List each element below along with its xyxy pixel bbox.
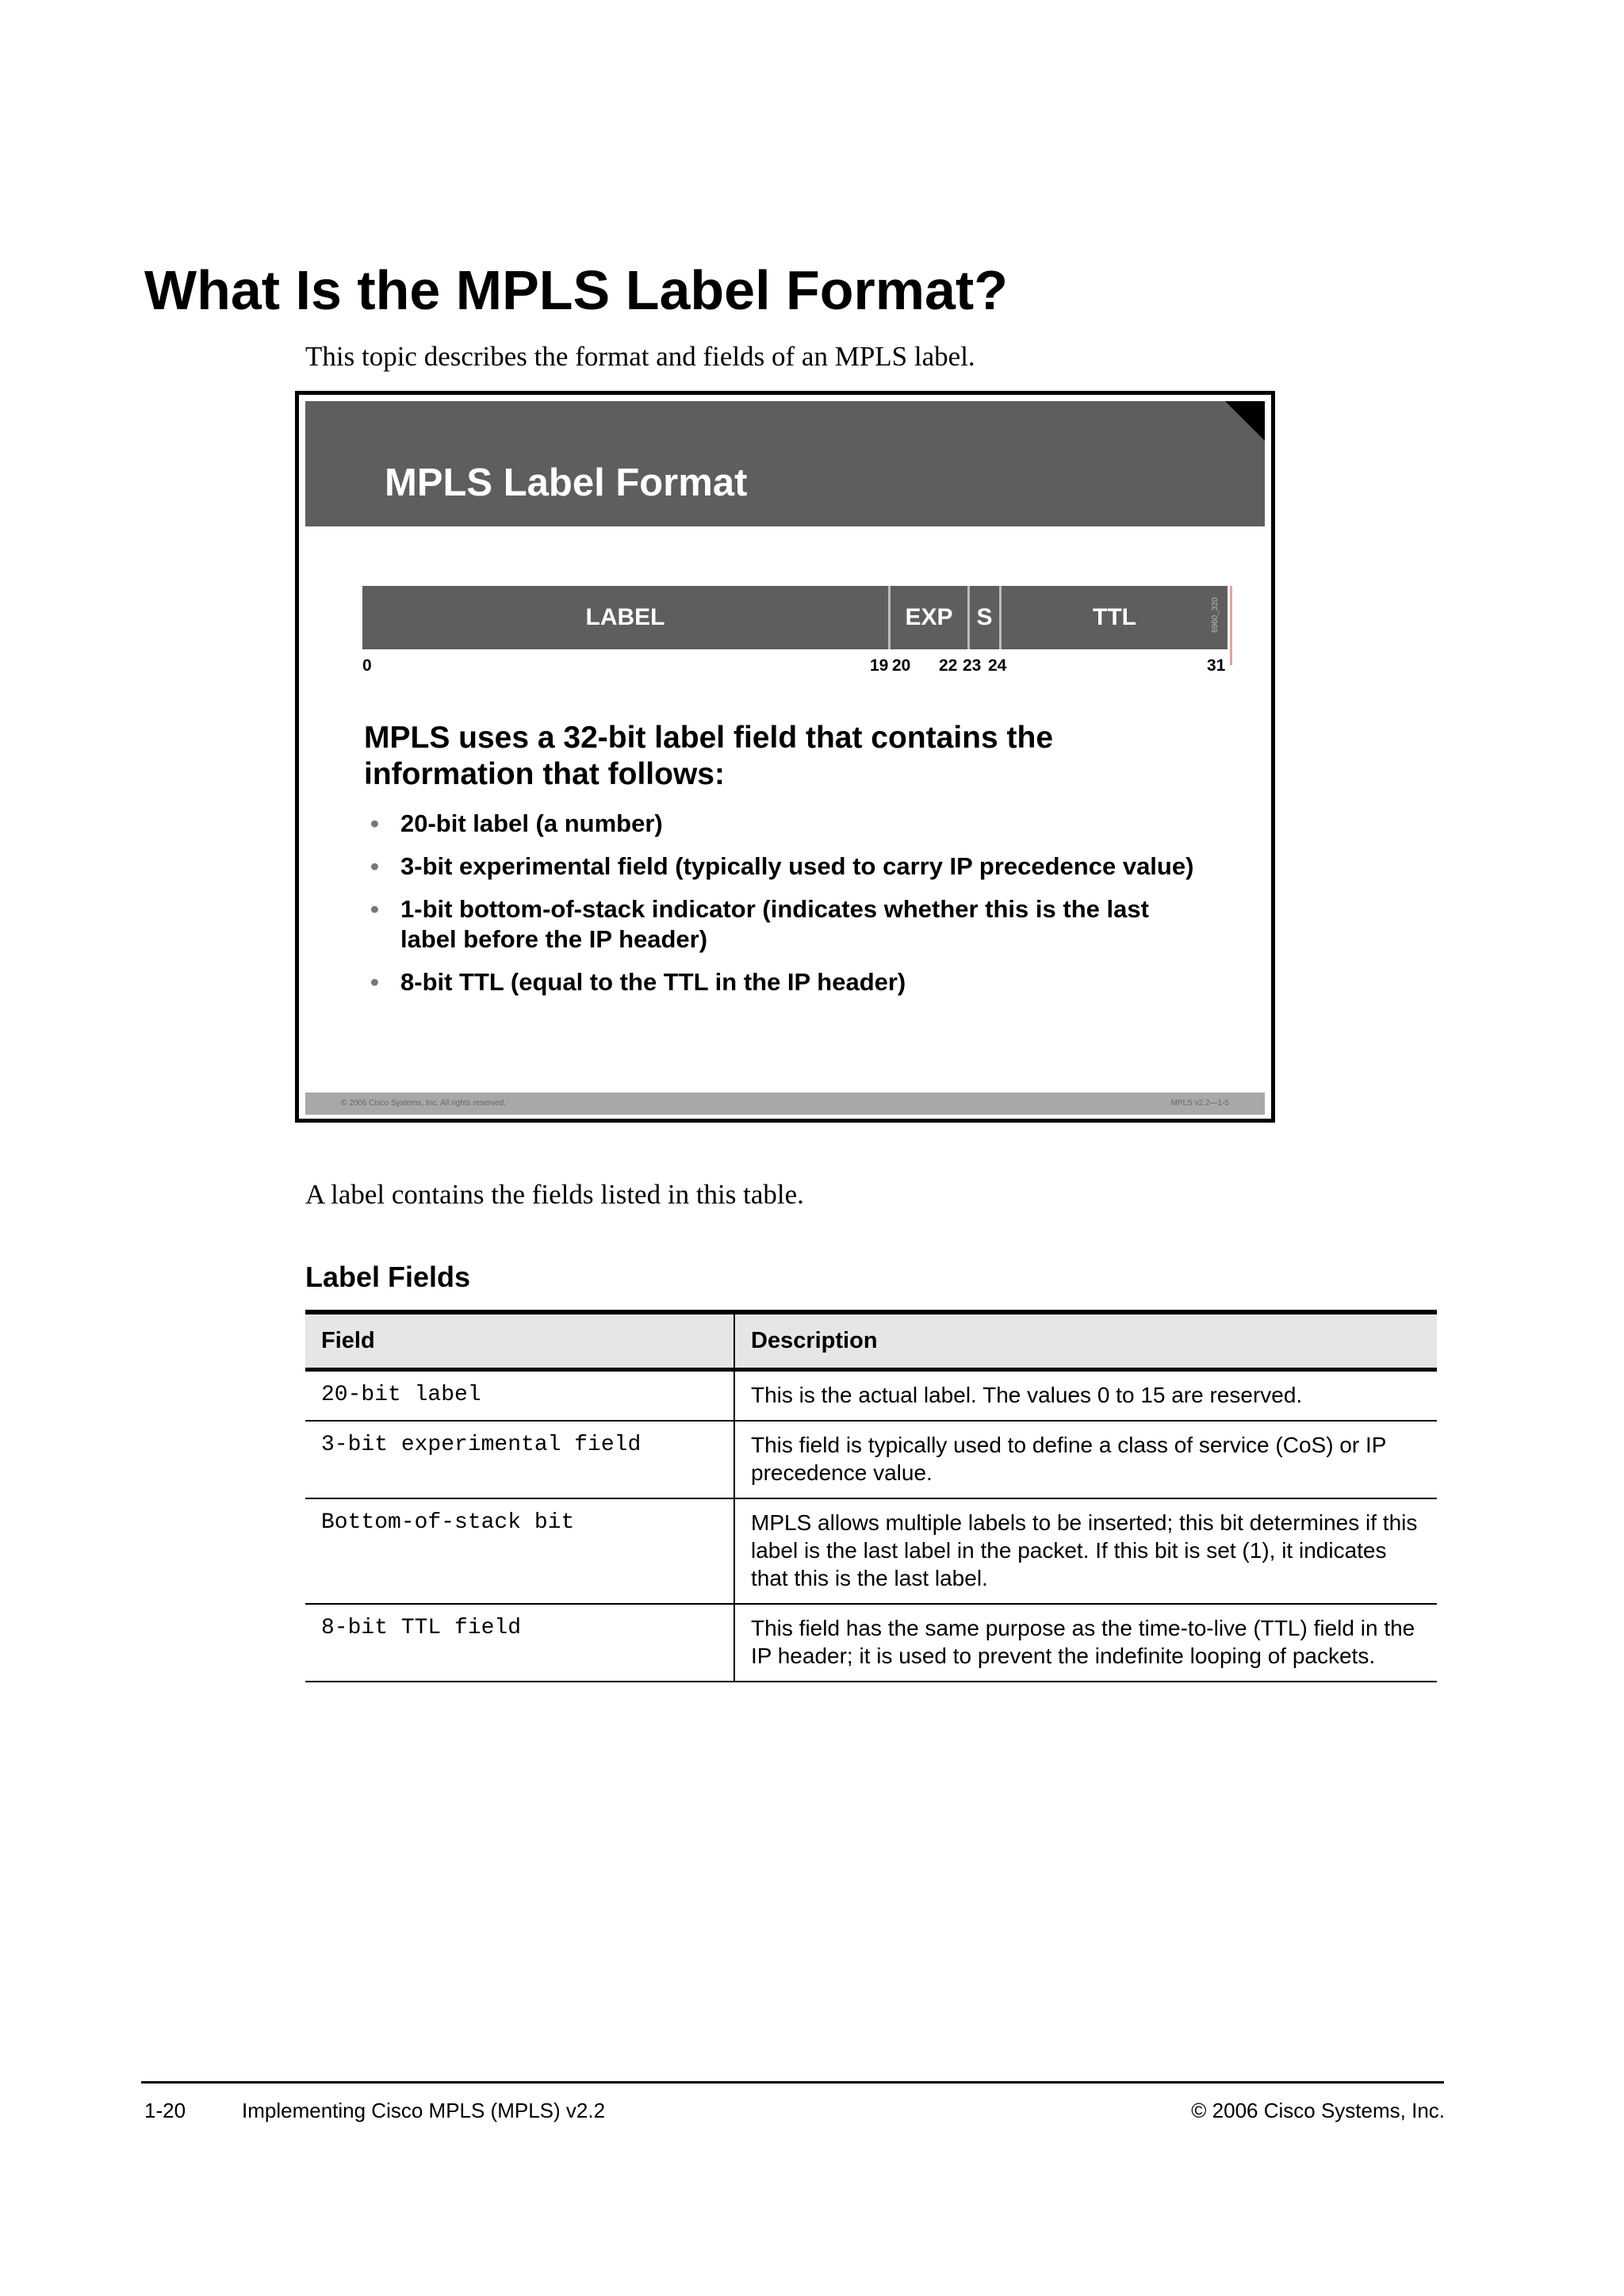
- bullet-dot-icon: •: [370, 852, 379, 880]
- bullet-dot-icon: •: [370, 968, 379, 996]
- table-row: [305, 1421, 1437, 1498]
- label-bitfield-diagram: [362, 586, 1228, 649]
- bit-number-31: 31: [1207, 656, 1226, 675]
- intro-text: This topic describes the format and fields of an MPLS label.: [305, 341, 975, 372]
- slide-copyright: © 2006 Cisco Systems, Inc. All rights reserved.: [341, 1099, 507, 1108]
- table-row: [305, 1369, 1437, 1421]
- field-description-cell: MPLS allows multiple labels to be inserted; this bit determines if this label is the last label in the packet. If this bit is set (1), it indicates that this is the last label.: [734, 1498, 1437, 1604]
- slide-bullet-item: [370, 809, 1203, 839]
- slide-bullet-item: [370, 851, 1203, 882]
- slide-bullet-text: 8-bit TTL (equal to the TTL in the IP header): [400, 968, 906, 996]
- slide-bullet-text: 1-bit bottom-of-stack indicator (indicates whether this is the last label before the IP header): [400, 895, 1149, 953]
- slide-title: MPLS Label Format: [385, 461, 748, 504]
- corner-triangle-icon: [1225, 401, 1265, 441]
- page-title: What Is the MPLS Label Format?: [144, 259, 1008, 321]
- bit-number-22: 22: [939, 656, 958, 675]
- slide-header: [305, 401, 1265, 526]
- field-name-cell: Bottom-of-stack bit: [305, 1498, 734, 1604]
- column-header-field: Field: [305, 1312, 734, 1369]
- bit-number-24: 24: [988, 656, 1007, 675]
- table-title: Label Fields: [305, 1261, 471, 1293]
- slide-edge-marker: [1230, 586, 1232, 665]
- bit-number-20: 20: [892, 656, 911, 675]
- bitfield-label-cell: LABEL: [585, 604, 665, 630]
- bit-number-19: 19: [870, 656, 889, 675]
- table-header-row: [305, 1312, 1437, 1369]
- bullet-dot-icon: •: [370, 809, 379, 837]
- bullet-dot-icon: •: [370, 895, 379, 923]
- slide-bullet-item: [370, 967, 1203, 997]
- footer-divider: [141, 2081, 1444, 2084]
- bit-number-0: 0: [362, 656, 372, 675]
- field-name-cell: 8-bit TTL field: [305, 1604, 734, 1682]
- slide-bullet-text: 3-bit experimental field (typically used to carry IP precedence value): [400, 852, 1194, 880]
- slide-bullet-item: [370, 894, 1203, 955]
- slide-footer: [305, 1093, 1265, 1115]
- column-header-description: Description: [734, 1312, 1437, 1369]
- slide-bullet-list: [370, 809, 1203, 1010]
- slide-side-tag: 6960_320: [1211, 597, 1220, 633]
- field-description-cell: This field has the same purpose as the time-to-live (TTL) field in the IP header; it is used to prevent the indefinite looping of packets.: [734, 1604, 1437, 1682]
- field-description-cell: This is the actual label. The values 0 to 15 are reserved.: [734, 1369, 1437, 1421]
- table-intro-text: A label contains the fields listed in this table.: [305, 1179, 804, 1210]
- bit-number-23: 23: [963, 656, 982, 675]
- slide-figure: [295, 391, 1275, 1123]
- bitfield-ttl-cell: TTL: [999, 586, 1228, 649]
- field-name-cell: 20-bit label: [305, 1369, 734, 1421]
- bitfield-s-cell: S: [967, 586, 999, 649]
- field-name-cell: 3-bit experimental field: [305, 1421, 734, 1498]
- label-fields-table: [305, 1310, 1437, 1682]
- slide-code: MPLS v2.2—1-5: [1170, 1099, 1229, 1108]
- footer-page-number: 1-20: [144, 2099, 186, 2122]
- bitfield-exp-cell: EXP: [888, 586, 967, 649]
- slide-lead-text: MPLS uses a 32-bit label field that contains the information that follows:: [364, 721, 1054, 791]
- table-row: [305, 1498, 1437, 1604]
- footer-course-title: Implementing Cisco MPLS (MPLS) v2.2: [242, 2099, 606, 2122]
- footer-copyright: © 2006 Cisco Systems, Inc.: [1191, 2099, 1445, 2122]
- table-row: [305, 1604, 1437, 1682]
- slide-bullet-text: 20-bit label (a number): [400, 809, 663, 837]
- field-description-cell: This field is typically used to define a class of service (CoS) or IP precedence value.: [734, 1421, 1437, 1498]
